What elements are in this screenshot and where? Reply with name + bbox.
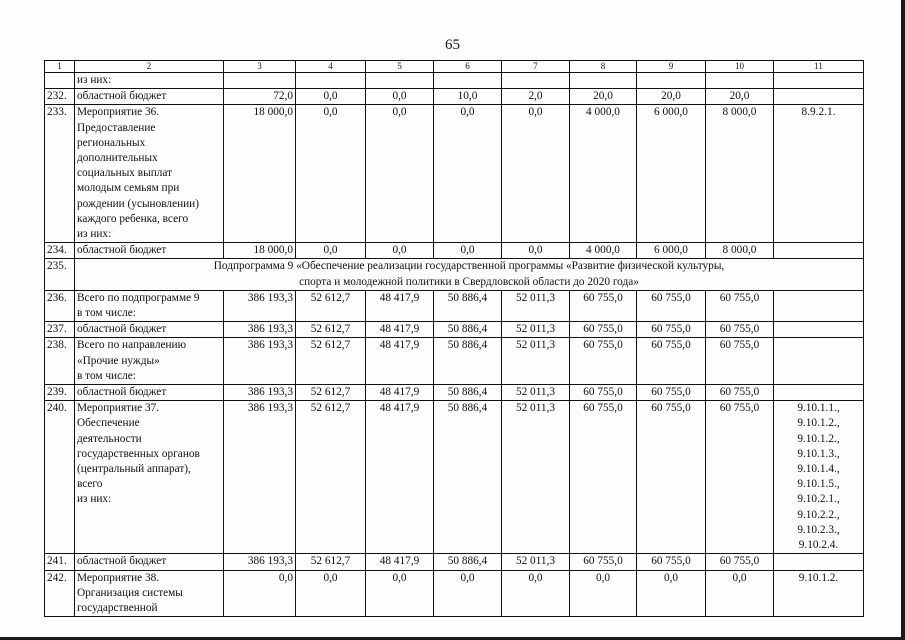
- value-cell: 0,0: [366, 89, 434, 105]
- text-line: областной бюджет: [77, 90, 167, 103]
- column-number-cell: 3: [224, 61, 296, 73]
- value-cell: [706, 73, 774, 89]
- value-cell: 60 755,0: [637, 290, 706, 321]
- value-cell: 60 755,0: [706, 401, 774, 554]
- column-number-cell: 10: [706, 61, 774, 73]
- table-row: [45, 243, 864, 259]
- value-cell: 60 755,0: [706, 385, 774, 401]
- row-name: [75, 73, 224, 89]
- value-cell: 0,0: [706, 570, 774, 617]
- column-number-cell: 11: [774, 61, 864, 73]
- value-cell: 52 011,3: [502, 338, 570, 385]
- value-cell: 52 011,3: [502, 290, 570, 321]
- value-cell: 52 011,3: [502, 554, 570, 570]
- row-number: 242.: [45, 570, 75, 617]
- row-number: 236.: [45, 290, 75, 321]
- value-cell: 0,0: [434, 105, 502, 243]
- value-cell: 2,0: [502, 89, 570, 105]
- column-number-cell: 7: [502, 61, 570, 73]
- table-row: [45, 105, 864, 243]
- value-cell: 60 755,0: [706, 290, 774, 321]
- value-cell: 52 612,7: [296, 385, 366, 401]
- value-cell: 72,0: [224, 89, 296, 105]
- row-number: 235.: [45, 259, 75, 290]
- scan-edge-right: [901, 0, 905, 640]
- row-number: 234.: [45, 243, 75, 259]
- value-cell: 60 755,0: [706, 338, 774, 385]
- value-cell: 50 886,4: [434, 554, 502, 570]
- text-line: [77, 538, 221, 553]
- value-cell: [570, 73, 637, 89]
- text-line: в том числе:: [77, 307, 136, 320]
- value-cell: 0,0: [502, 105, 570, 243]
- value-cell: 20,0: [570, 89, 637, 105]
- value-cell: 60 755,0: [637, 401, 706, 554]
- value-cell: 60 755,0: [570, 554, 637, 570]
- value-cell: [637, 73, 706, 89]
- row-name: [75, 385, 224, 401]
- text-line: Мероприятие 38.: [77, 571, 160, 584]
- value-cell: [434, 73, 502, 89]
- text-line: 9.10.1.2.,: [797, 432, 840, 445]
- value-cell: 48 417,9: [366, 554, 434, 570]
- text-line: региональных: [77, 136, 146, 149]
- value-cell: 52 011,3: [502, 401, 570, 554]
- text-line: Подпрограмма 9 «Обеспечение реализации государственной программы «Развитие физической культуры,: [213, 260, 725, 273]
- value-cell: [366, 73, 434, 89]
- text-line: из них:: [77, 74, 112, 86]
- text-line: деятельности: [77, 432, 142, 445]
- value-cell: 20,0: [706, 89, 774, 105]
- value-cell: 0,0: [366, 105, 434, 243]
- row-number: 239.: [45, 385, 75, 401]
- value-cell: 0,0: [434, 243, 502, 259]
- target-code-cell: [774, 243, 864, 259]
- value-cell: 50 886,4: [434, 385, 502, 401]
- column-number-cell: 4: [296, 61, 366, 73]
- value-cell: 60 755,0: [570, 290, 637, 321]
- text-line: Организация системы: [77, 586, 183, 599]
- value-cell: 4 000,0: [570, 105, 637, 243]
- text-line: 9.10.1.2.,: [797, 417, 840, 430]
- row-name: [75, 401, 224, 554]
- column-number-cell: 8: [570, 61, 637, 73]
- subprogram-title: [75, 259, 864, 290]
- value-cell: 386 193,3: [224, 385, 296, 401]
- value-cell: 8 000,0: [706, 243, 774, 259]
- value-cell: 0,0: [434, 570, 502, 617]
- value-cell: 0,0: [296, 570, 366, 617]
- value-cell: 60 755,0: [706, 554, 774, 570]
- budget-table: [44, 60, 864, 617]
- text-line: [77, 523, 221, 538]
- text-line: спорта и молодежной политики в Свердловской области до 2020 года»: [299, 275, 639, 288]
- page-number: 65: [445, 37, 460, 53]
- section-row: [45, 259, 864, 290]
- target-code-cell: [774, 401, 864, 554]
- text-line: областной бюджет: [77, 323, 167, 336]
- text-line: каждого ребенка, всего: [77, 212, 189, 225]
- value-cell: 4 000,0: [570, 243, 637, 259]
- row-number: 238.: [45, 338, 75, 385]
- value-cell: 18 000,0: [224, 243, 296, 259]
- text-line: социальных выплат: [77, 167, 173, 180]
- text-line: Всего по подпрограмме 9: [77, 291, 200, 304]
- target-code-cell: [774, 105, 864, 243]
- value-cell: 50 886,4: [434, 290, 502, 321]
- value-cell: 48 417,9: [366, 401, 434, 554]
- column-number-row: [45, 61, 864, 73]
- value-cell: 60 755,0: [570, 338, 637, 385]
- row-name: [75, 290, 224, 321]
- table-row: [45, 73, 864, 89]
- value-cell: 48 417,9: [366, 322, 434, 338]
- column-number-cell: 5: [366, 61, 434, 73]
- value-cell: 60 755,0: [637, 338, 706, 385]
- value-cell: 48 417,9: [366, 338, 434, 385]
- table-row: [45, 570, 864, 617]
- row-name: [75, 338, 224, 385]
- value-cell: 52 612,7: [296, 338, 366, 385]
- text-line: 9.10.1.5.,: [797, 478, 840, 491]
- text-line: (центральный аппарат),: [77, 463, 191, 476]
- target-code-cell: [774, 570, 864, 617]
- target-code-cell: [774, 338, 864, 385]
- value-cell: [502, 73, 570, 89]
- table-row: [45, 322, 864, 338]
- value-cell: 20,0: [637, 89, 706, 105]
- value-cell: 52 011,3: [502, 322, 570, 338]
- table-body: [45, 61, 864, 617]
- text-line: областной бюджет: [77, 555, 167, 568]
- row-number: 241.: [45, 554, 75, 570]
- text-line: дополнительных: [77, 152, 158, 165]
- row-name: [75, 105, 224, 243]
- target-code-cell: [774, 73, 864, 89]
- value-cell: 0,0: [366, 243, 434, 259]
- row-name: [75, 243, 224, 259]
- text-line: областной бюджет: [77, 244, 167, 257]
- value-cell: 8 000,0: [706, 105, 774, 243]
- value-cell: 50 886,4: [434, 338, 502, 385]
- text-line: 9.10.1.4.,: [797, 463, 840, 476]
- value-cell: 48 417,9: [366, 385, 434, 401]
- value-cell: 0,0: [296, 89, 366, 105]
- value-cell: 52 011,3: [502, 385, 570, 401]
- table-row: [45, 89, 864, 105]
- value-cell: 60 755,0: [570, 322, 637, 338]
- value-cell: 6 000,0: [637, 243, 706, 259]
- column-number-cell: 9: [637, 61, 706, 73]
- value-cell: 0,0: [296, 105, 366, 243]
- column-number-cell: 6: [434, 61, 502, 73]
- row-number: 232.: [45, 89, 75, 105]
- row-name: [75, 554, 224, 570]
- text-line: государственных органов: [77, 447, 200, 460]
- value-cell: 6 000,0: [637, 105, 706, 243]
- text-line: областной бюджет: [77, 386, 167, 399]
- target-code-cell: [774, 322, 864, 338]
- row-number: 240.: [45, 401, 75, 554]
- text-line: Мероприятие 37.: [77, 402, 160, 415]
- value-cell: 0,0: [296, 243, 366, 259]
- value-cell: 60 755,0: [570, 385, 637, 401]
- value-cell: 60 755,0: [570, 401, 637, 554]
- text-line: Предоставление: [77, 121, 156, 134]
- value-cell: 50 886,4: [434, 401, 502, 554]
- text-line: Всего по направлению: [77, 339, 187, 352]
- value-cell: [296, 73, 366, 89]
- value-cell: 386 193,3: [224, 290, 296, 321]
- value-cell: 50 886,4: [434, 322, 502, 338]
- text-line: в том числе:: [77, 369, 136, 382]
- table-row: [45, 554, 864, 570]
- row-number: 237.: [45, 322, 75, 338]
- value-cell: 48 417,9: [366, 290, 434, 321]
- value-cell: [224, 73, 296, 89]
- text-line: молодым семьям при: [77, 182, 180, 195]
- text-line: 9.10.2.3.,: [797, 523, 840, 536]
- value-cell: 52 612,7: [296, 554, 366, 570]
- value-cell: 18 000,0: [224, 105, 296, 243]
- value-cell: 52 612,7: [296, 401, 366, 554]
- text-line: 9.10.2.1.,: [797, 493, 840, 506]
- value-cell: 0,0: [366, 570, 434, 617]
- text-line: [77, 508, 221, 523]
- value-cell: 0,0: [502, 570, 570, 617]
- value-cell: 60 755,0: [637, 385, 706, 401]
- target-code-cell: [774, 554, 864, 570]
- value-cell: 60 755,0: [706, 322, 774, 338]
- text-line: 9.10.2.2.,: [797, 508, 840, 521]
- text-line: 9.10.1.3.,: [797, 447, 840, 460]
- column-number-cell: 2: [75, 61, 224, 73]
- value-cell: 60 755,0: [637, 554, 706, 570]
- value-cell: 60 755,0: [637, 322, 706, 338]
- text-line: 9.10.1.1.,: [797, 402, 840, 415]
- text-line: из них:: [77, 493, 112, 506]
- value-cell: 10,0: [434, 89, 502, 105]
- value-cell: 386 193,3: [224, 322, 296, 338]
- value-cell: 386 193,3: [224, 338, 296, 385]
- value-cell: 386 193,3: [224, 554, 296, 570]
- target-code-cell: [774, 89, 864, 105]
- text-line: 8.9.2.1.: [801, 106, 836, 119]
- text-line: государственной: [77, 601, 158, 614]
- row-number: [45, 73, 75, 89]
- value-cell: 0,0: [224, 570, 296, 617]
- text-line: 9.10.1.2.: [798, 571, 839, 584]
- table-row: [45, 290, 864, 321]
- row-name: [75, 322, 224, 338]
- text-line: рождении (усыновлении): [77, 197, 199, 210]
- value-cell: 0,0: [502, 243, 570, 259]
- value-cell: 52 612,7: [296, 322, 366, 338]
- text-line: всего: [77, 478, 103, 491]
- text-line: Мероприятие 36.: [77, 106, 160, 119]
- text-line: 9.10.2.4.: [798, 539, 839, 552]
- row-name: [75, 89, 224, 105]
- text-line: Обеспечение: [77, 417, 140, 430]
- target-code-cell: [774, 290, 864, 321]
- row-number: 233.: [45, 105, 75, 243]
- table-row: [45, 338, 864, 385]
- row-name: [75, 570, 224, 617]
- value-cell: 0,0: [570, 570, 637, 617]
- text-line: из них:: [77, 228, 112, 241]
- target-code-cell: [774, 385, 864, 401]
- table-row: [45, 385, 864, 401]
- column-number-cell: 1: [45, 61, 75, 73]
- value-cell: 0,0: [637, 570, 706, 617]
- value-cell: 52 612,7: [296, 290, 366, 321]
- value-cell: 386 193,3: [224, 401, 296, 554]
- text-line: «Прочие нужды»: [77, 354, 160, 367]
- table-row: [45, 401, 864, 554]
